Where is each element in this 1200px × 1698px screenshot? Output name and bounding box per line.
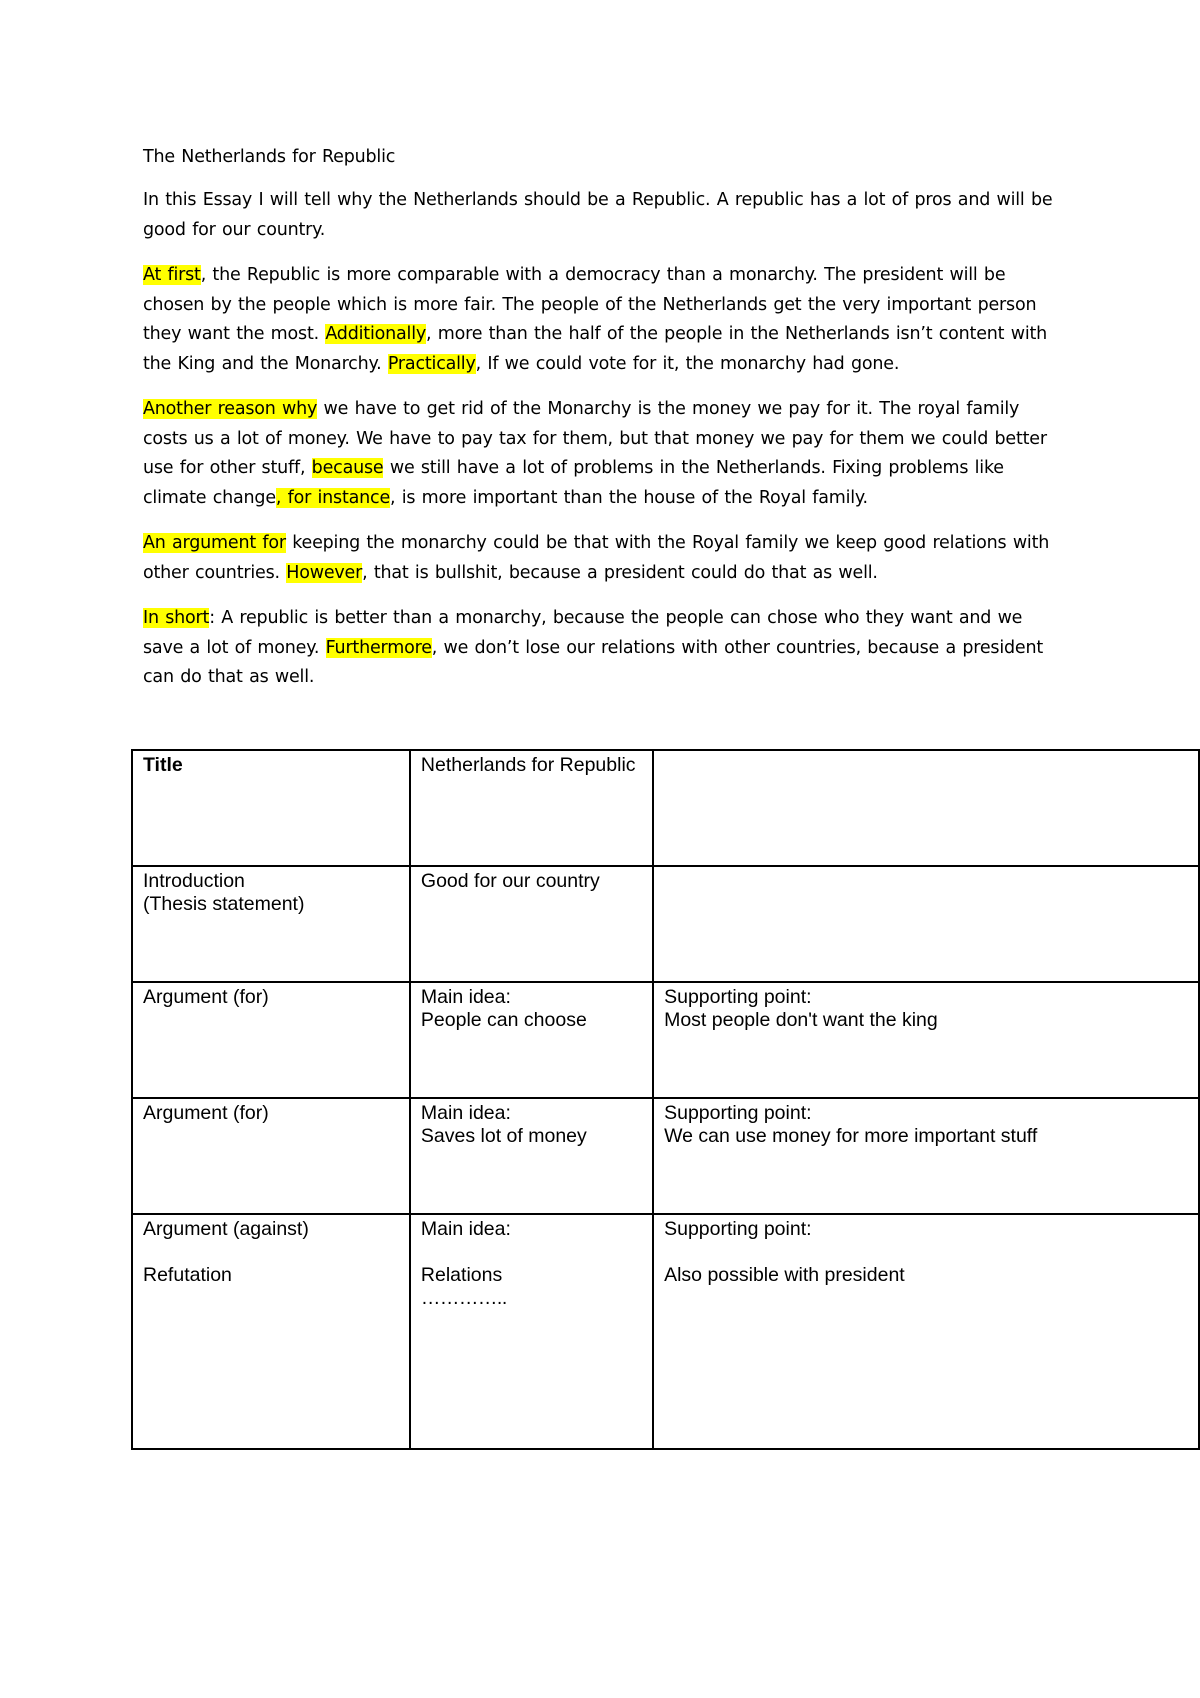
table-cell (653, 982, 1199, 1098)
spacer (664, 1241, 1188, 1264)
essay-paragraph-4 (143, 604, 1063, 693)
table-row-introduction (132, 866, 1199, 982)
paragraph-text: , If we could vote for it, the monarchy had gone. (475, 353, 900, 374)
main-idea-value: Saves lot of money (420, 1125, 587, 1147)
paragraph-text: , more than the half of the people in the Netherlands isn’t content with the King and the Monarchy. (143, 324, 1048, 374)
row-label-argument: Argument (for) (143, 1102, 269, 1124)
table-row-argument-against (132, 1214, 1199, 1449)
spacer (421, 1241, 642, 1264)
table-cell (132, 750, 410, 866)
essay (143, 143, 1063, 709)
supporting-point-label: Supporting point: (664, 1218, 812, 1240)
row-label-argument-against: Argument (against) (143, 1218, 309, 1240)
thesis-value: Good for our country (420, 870, 600, 892)
main-idea-value: People can choose (420, 1009, 587, 1031)
paragraph-text: , is more important than the house of the Royal family. (390, 487, 868, 508)
row-label-introduction: Introduction (143, 870, 245, 892)
essay-outline-table (131, 749, 1200, 1450)
supporting-point-label: Supporting point: (664, 1102, 812, 1124)
highlight-an-argument-for: An argument for (143, 533, 286, 553)
paragraph-text: we have to get rid of the Monarchy is the money we pay for it. The royal family costs us a lot of money. We have to pay tax for them, but that money we pay for them we could better use for other stuff, (143, 399, 1047, 478)
table-cell (410, 1098, 653, 1214)
paragraph-text: , the Republic is more comparable with a democracy than a monarchy. The president will be chosen by the people which is more fair. The people of the Netherlands get the very important person they want the most. (143, 265, 1037, 344)
main-idea-label: Main idea: (420, 986, 511, 1008)
table-cell-empty (653, 750, 1199, 866)
highlight-at-first: At first (143, 265, 201, 285)
essay-intro-paragraph: In this Essay I will tell why the Netherlands should be a Republic. A republic has a lot of pros and will be good for our country. (143, 190, 1053, 240)
supporting-point-value: Most people don't want the king (664, 1009, 938, 1031)
highlight-in-short: In short (143, 608, 210, 628)
table-cell-empty (653, 866, 1199, 982)
paragraph-text: we still have a lot of problems in the Netherlands. Fixing problems like climate change (143, 458, 1004, 508)
paragraph-text: , we don’t lose our relations with other countries, because a president can do that as well. (143, 637, 1044, 687)
table-cell (410, 982, 653, 1098)
highlight-practically: Practically (387, 353, 476, 374)
paragraph-text: : A republic is better than a monarchy, because the people can chose who they want and we save a lot of money. (143, 608, 1023, 658)
paragraph-text: keeping the monarchy could be that with the Royal family we keep good relations with other countries. (143, 533, 1050, 583)
table-cell (653, 1214, 1199, 1449)
table-cell (132, 1214, 410, 1449)
table-cell (132, 1098, 410, 1214)
highlight-another-reason-why: Another reason why (143, 399, 318, 419)
table-row-argument-for-2 (132, 1098, 1199, 1214)
spacer (143, 1241, 399, 1264)
table-cell (410, 750, 653, 866)
highlight-furthermore: Furthermore (325, 637, 432, 658)
row-label-refutation: Refutation (143, 1264, 232, 1286)
essay-paragraph-1 (143, 261, 1063, 379)
essay-paragraph-2 (143, 395, 1063, 513)
highlight-for-instance: , for instance (275, 487, 391, 508)
table-cell (653, 1098, 1199, 1214)
main-idea-label: Main idea: (420, 1102, 511, 1124)
table-row-argument-for-1 (132, 982, 1199, 1098)
row-label-title: Title (143, 754, 183, 776)
row-label-argument: Argument (for) (143, 986, 269, 1008)
table-cell (410, 1214, 653, 1449)
title-value: Netherlands for Republic (420, 754, 636, 776)
main-idea-label: Main idea: (420, 1218, 511, 1240)
table-cell (132, 982, 410, 1098)
supporting-point-label: Supporting point: (664, 986, 812, 1008)
table-cell (410, 866, 653, 982)
table-cell (132, 866, 410, 982)
supporting-point-value: We can use money for more important stuff (664, 1125, 1038, 1147)
main-idea-value: Relations (420, 1264, 503, 1286)
supporting-point-value: Also possible with president (664, 1264, 905, 1286)
placeholder-dots: ………….. (420, 1287, 507, 1309)
essay-title: The Netherlands for Republic (143, 147, 396, 167)
essay-paragraph-3 (143, 529, 1063, 588)
row-label-thesis: (Thesis statement) (143, 893, 305, 915)
highlight-however: However (286, 562, 363, 583)
highlight-because: because (311, 458, 384, 478)
highlight-additionally: Additionally (325, 324, 427, 344)
paragraph-text: , that is bullshit, because a president could do that as well. (362, 562, 878, 583)
table-row-title (132, 750, 1199, 866)
